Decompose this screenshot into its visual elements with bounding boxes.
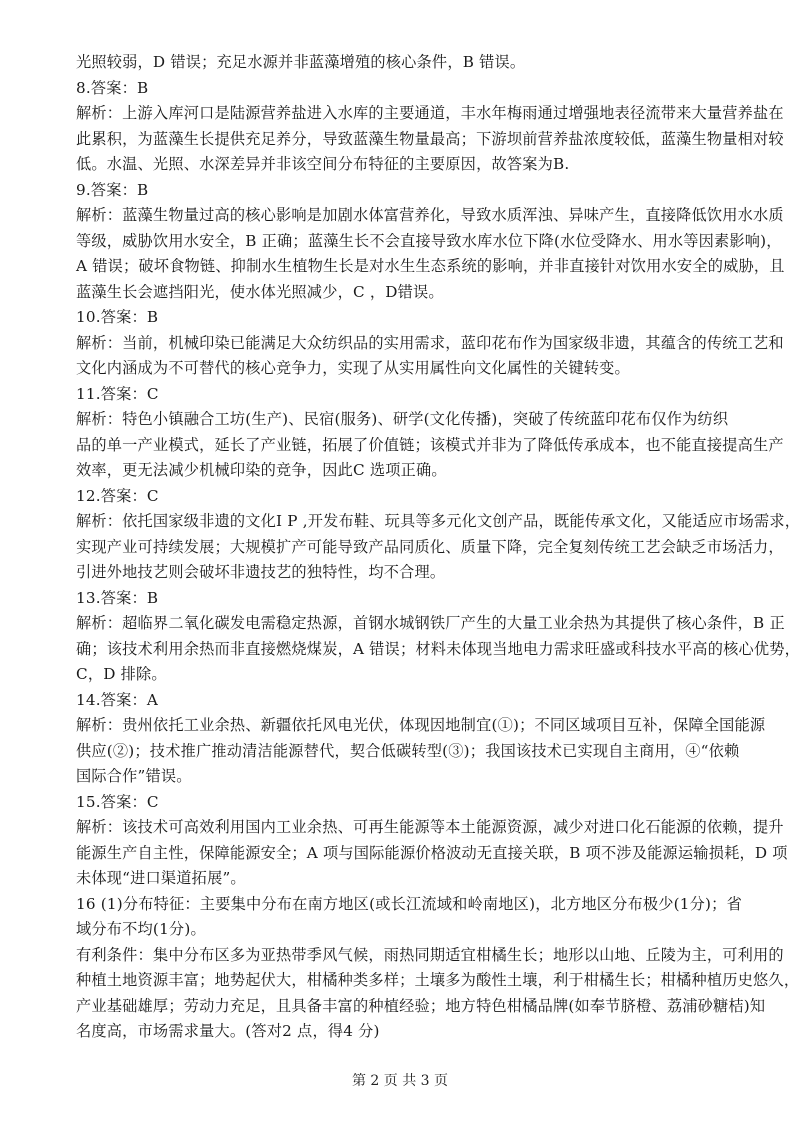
explanation-line: 实现产业可持续发展；大规模扩产可能导致产品同质化、质量下降，完全复刻传统工艺会缺乏市场活力， <box>76 537 784 556</box>
answer-item <box>76 688 766 790</box>
explanation-line: 低。水温、光照、水深差异并非该空间分布特征的主要原因，故答案为B. <box>76 155 570 173</box>
explanation-line: 未体现“进口渠道拓展”。 <box>76 869 246 887</box>
text-line: 有利条件：集中分布区多为亚热带季风气候，雨热同期适宜柑橘生长；地形以山地、丘陵为主，可利用的 <box>76 945 784 964</box>
intro-paragraph <box>76 50 728 76</box>
explanation-line: 供应(②)；技术推广推动清洁能源替代，契合低碳转型(③)；我国该技术已实现自主商用，④“依赖 <box>76 741 740 760</box>
explanation-line: 解析：依托国家级非遗的文化I P ,开发布鞋、玩具等多元化文创产品，既能传承文化，又能适应市场需求， <box>76 512 800 530</box>
answer-list <box>76 76 800 892</box>
explanation-line: 文化内涵成为不可替代的核心竞争力，实现了从实用属性向文化属性的关键转变。 <box>76 359 630 377</box>
answer-label: 9.答案：B <box>76 180 149 199</box>
answer-item <box>76 484 800 586</box>
answer-label: 8.答案：B <box>76 78 149 97</box>
answer-item <box>76 305 784 382</box>
text-line: 种植土地资源丰富；地势起伏大，柑橘种类多样；土壤多为酸性土壤，利于柑橘生长；柑橘种植历史悠久， <box>76 971 800 989</box>
explanation-line: 解析：蓝藻生物量过高的核心影响是加剧水体富营养化，导致水质浑浊、异味产生，直接降低饮用水水质 <box>76 206 784 224</box>
explanation-line: 蓝藻生长会遮挡阳光，使水体光照减少，C ，D错误。 <box>76 282 444 301</box>
answer-label: 12.答案：C <box>76 486 159 505</box>
explanation-line: 等级，威胁饮用水安全，B 正确；蓝藻生长不会直接导致水库水位下降(水位受降水、用水等因素影响)， <box>76 231 782 250</box>
explanation-line: 解析：贵州依托工业余热、新疆依托风电光伏，体现因地制宜(①)；不同区域项目互补，保障全国能源 <box>76 716 766 734</box>
text-line: 名度高，市场需求量大。(答对2 点，得4 分) <box>76 1022 380 1040</box>
answer-label: 13.答案：B <box>76 588 159 607</box>
explanation-line: 此累积，为蓝藻生长提供充足养分，导致蓝藻生物量最高；下游坝前营养盐浓度较低，蓝藻生物量相对较 <box>76 129 784 148</box>
explanation-line: 品的单一产业模式，延长了产业链，拓展了价值链；该模式并非为了降低传承成本，也不能直接提高生产 <box>76 435 784 454</box>
answer-label: 15.答案：C <box>76 792 159 811</box>
document-body <box>76 50 800 1045</box>
answer-item <box>76 76 784 178</box>
text-line: 产业基础雄厚；劳动力充足，且具备丰富的种植经验；地方特色柑橘品牌(如奉节脐橙、荔浦砂糖桔)知 <box>76 996 766 1015</box>
answer-item <box>76 586 800 688</box>
explanation-line: 效率，更无法减少机械印染的竞争，因此C 选项正确。 <box>76 461 447 479</box>
explanation-line: 解析：超临界二氧化碳发电需稳定热源，首钢水城钢铁厂产生的大量工业余热为其提供了核心条件，B 正 <box>76 614 785 632</box>
answer-item <box>76 382 784 484</box>
answer-item <box>76 178 785 306</box>
explanation-line: C，D 排除。 <box>76 665 167 683</box>
page-footer: 第 2 页 共 3 页 <box>351 1073 449 1089</box>
question-16-answer <box>76 892 800 1045</box>
answer-label: 11.答案：C <box>76 384 159 403</box>
explanation-line: 解析：当前，机械印染已能满足大众纺织品的实用需求，蓝印花布作为国家级非遗，其蕴含的传统工艺和 <box>76 333 784 352</box>
text-line: 16 (1)分布特征：主要集中分布在南方地区(或长江流域和岭南地区)，北方地区分布极少(1分)；省 <box>76 894 742 913</box>
explanation-line: 解析：特色小镇融合工坊(生产)、民宿(服务)、研学(文化传播)，突破了传统蓝印花布仅作为纺织 <box>76 410 729 428</box>
text-line: 光照较弱，D 错误；充足水源并非蓝藻增殖的核心条件，B 错误。 <box>76 53 526 71</box>
explanation-line: 解析：上游入库河口是陆源营养盐进入水库的主要通道，丰水年梅雨通过增强地表径流带来大量营养盐在 <box>76 104 784 122</box>
explanation-line: 引进外地技艺则会破坏非遗技艺的独特性，均不合理。 <box>76 563 446 581</box>
text-line: 域分布不均(1分)。 <box>76 920 206 938</box>
explanation-line: A 错误；破坏食物链、抑制水生植物生长是对水生生态系统的影响，并非直接针对饮用水安全的威胁，且 <box>76 257 785 275</box>
answer-label: 14.答案：A <box>76 690 159 709</box>
explanation-line: 国际合作”错误。 <box>76 767 192 785</box>
explanation-line: 确；该技术利用余热而非直接燃烧煤炭，A 错误；材料未体现当地电力需求旺盛或科技水平高的核心优势， <box>76 639 800 658</box>
answer-label: 10.答案：B <box>76 308 159 326</box>
answer-item <box>76 790 788 892</box>
explanation-line: 能源生产自主性，保障能源安全；A 项与国际能源价格波动无直接关联，B 项不涉及能源运输损耗，D 项 <box>76 843 788 862</box>
explanation-line: 解析：该技术可高效利用国内工业余热、可再生能源等本土能源资源，减少对进口化石能源的依赖，提升 <box>76 818 784 836</box>
